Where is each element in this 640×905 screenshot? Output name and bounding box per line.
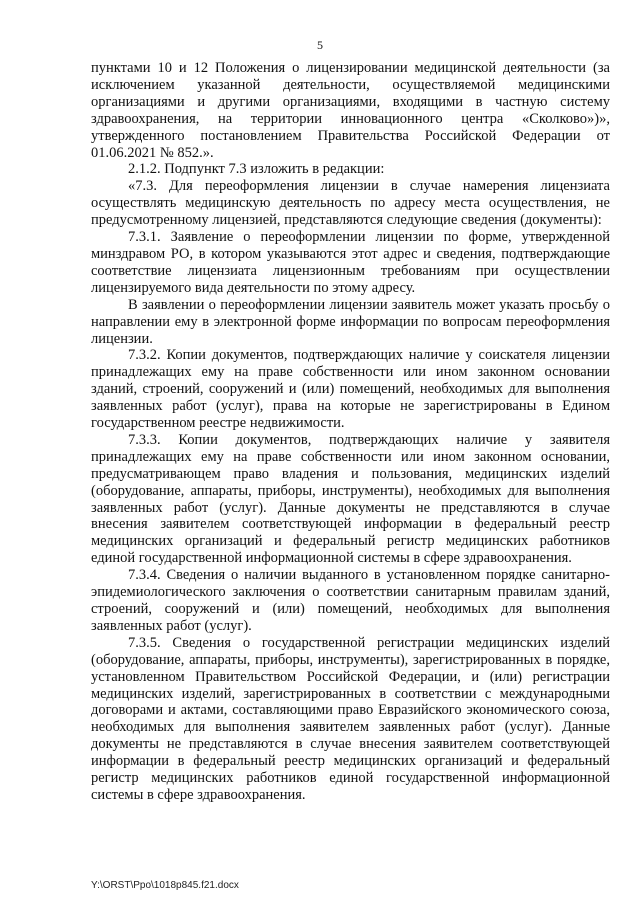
paragraph: 7.3.1. Заявление о переоформлении лицензии по форме, утвержденной минздравом РО, в котором указываются этот адрес и сведения, подтверждающие соответствие лицензиата лицензионным требованиям при осуществлении лицензируемого вида деятельности по этому адресу. — [91, 229, 610, 296]
paragraph: 7.3.5. Сведения о государственной регистрации медицинских изделий (оборудование, аппараты, приборы, инструменты), зарегистрированных в порядке, установленном Правительством Российской Федерации, и (или) регистрации медицинских изделий, зарегистрированных в соответствии с международными договорами и актами, составляющими право Евразийского экономического союза, необходимых для выполнения заявителем заявленных работ (услуг). Данные документы не представляются в случае внесения заявителем соответствующей информации в федеральный реестр медицинских организаций и федеральный регистр медицинских работников единой государственной информационной системы в сфере здравоохранения. — [91, 634, 610, 803]
paragraph: 7.3.3. Копии документов, подтверждающих наличие у заявителя принадлежащих ему на праве собственности или ином законном основании, предусматривающем право владения и пользования, медицинских изделий (оборудование, аппараты, приборы, инструменты), необходимых для выполнения заявленных работ (услуг). Данные документы не представляются в случае внесения заявителем соответствующей информации в федеральный реестр медицинских организаций и федеральный регистр медицинских работников единой государственной информационной системы в сфере здравоохранения. — [91, 431, 610, 567]
document-body — [91, 60, 610, 804]
file-path-footer: Y:\ORST\Ppo\1018p845.f21.docx — [91, 880, 239, 891]
paragraph: 7.3.2. Копии документов, подтверждающих наличие у соискателя лицензии принадлежащих ему на праве собственности или ином законном основании зданий, строений, сооружений и (или) помещений, необходимых для выполнения заявленных работ (услуг), права на которые не зарегистрированы в Едином государственном реестре недвижимости. — [91, 347, 610, 432]
paragraph: пунктами 10 и 12 Положения о лицензировании медицинской деятельности (за исключением указанной деятельности, осуществляемой медицинскими организациями и другими организациями, входящими в частную систему здравоохранения, на территории инновационного центра «Сколково»)», утвержденного постановлением Правительства Российской Федерации от 01.06.2021 № 852.». — [91, 60, 610, 161]
paragraph: В заявлении о переоформлении лицензии заявитель может указать просьбу о направлении ему в электронной форме информации по вопросам переоформления лицензии. — [91, 296, 610, 347]
paragraph: 2.1.2. Подпункт 7.3 изложить в редакции: — [128, 161, 385, 178]
paragraph: 7.3.4. Сведения о наличии выданного в установленном порядке санитарно-эпидемиологического заключения о соответствии санитарным правилам зданий, строений, сооружений и (или) помещений, необходимых для выполнения заявленных работ (услуг). — [91, 567, 610, 634]
paragraph: «7.3. Для переоформления лицензии в случае намерения лицензиата осуществлять медицинскую деятельность по адресу места осуществления, не предусмотренному лицензией, представляются следующие сведения (документы): — [91, 178, 610, 229]
page-number: 5 — [317, 38, 323, 52]
